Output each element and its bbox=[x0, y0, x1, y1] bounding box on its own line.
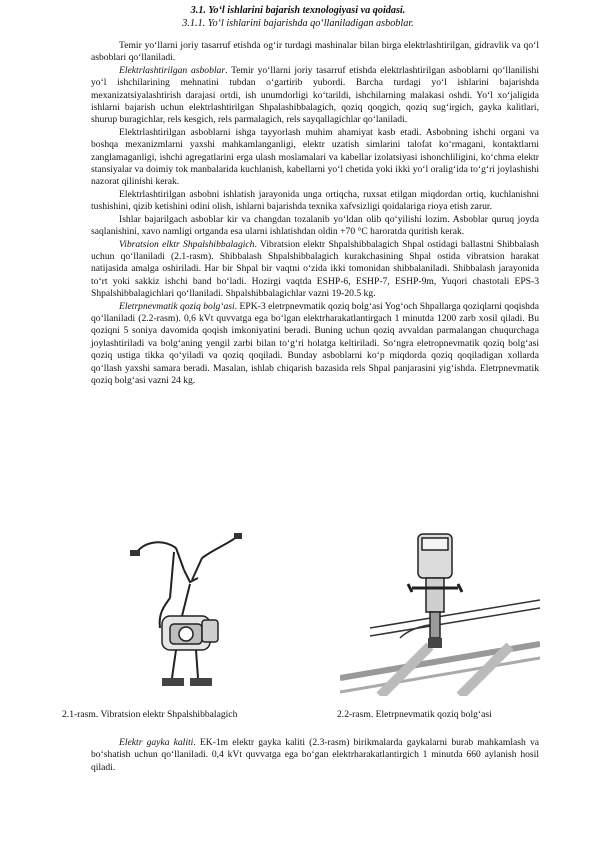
figure-caption-2-1: 2.1-rasm. Vibratsion elektr Shpalshibbalagich bbox=[62, 709, 238, 720]
body-text-continued bbox=[91, 737, 539, 774]
paragraph: Elektrlashtirilgan asbobni ishlatish jarayonida unga ortiqcha, ruxsat etilgan miqdordan ortiq, kuchlanishni tushishini, qizib ketishini odini olish, ishlarni bajarishda texnika xafvsizligi qoidalariga rioya etish zarur. bbox=[91, 188, 539, 213]
subsection-title: 3.1.1. Yo‘l ishlarini bajarishda qo‘llaniladigan asboblar. bbox=[182, 18, 414, 29]
paragraph: Elektrlashtirilgan asboblar. Temir yo‘llarni joriy tasarruf etishda elektrlashtirilgan asboblarni qo‘llanilishi yo‘l ishchilarining mehnatini tubdan o‘gartirib yubordi. Barcha turdagi yo‘l ishlarini bajarishda mexanizatsiyalashtirish darajasi ortdi, ish unumdorligi ko‘tarildi, ishchilarning malakasi oshdi. Yo‘l xo‘jaligida ishlarni bajarish uchun elektrlashtirilgan Shpalashibbalagich, qoziq qoqgich, qoziq sug‘irgich, gayka kalitlari, shurup buragichlar, rels kesgich, rels parmalagich, rels sayqallagichlar qo‘laniladi. bbox=[91, 64, 539, 126]
paragraph: Vibratsion elktr Shpalshibbalagich. Vibratsion elektr Shpalshibbalagich Shpal ostidagi ballastni Shibbalash uchun qo‘llaniladi (2.1-rasm). Shibbalash Shpalshibbalagich kurakchasining Shpal ostida vibratsion harakat natijasida amalga oshiriladi. Har bir Shpal bir vaqtni o‘zida ikki tomonidan shibbalaniladi. Shibbalash jarayonida to‘rt yoki sakkiz ishchi band bo‘ladi. Hozirgi vaqtda ESHP-6, ESHP-7, ESHP-9m, Yuqori chastotali EPS-3 Shpalshibbalagichlari qo‘llaniladi. Shpalshibbalagichlar vazni 19-20.5 kg. bbox=[91, 238, 539, 300]
body-text bbox=[91, 40, 539, 387]
spike-hammer-illustration bbox=[340, 528, 540, 696]
tamper-illustration bbox=[118, 528, 258, 696]
figure-caption-2-2: 2.2-rasm. Eletrpnevmatik qoziq bolg‘asi bbox=[337, 709, 492, 720]
paragraph: Elektr gayka kaliti. EK-1m elektr gayka kaliti (2.3-rasm) birikmalarda gaykalarni burab mahkamlash va bo‘shatish uchun qo‘llaniladi. 0,4 kVt quvvatga ega bo‘gan elektrharakatlantirgich 1 minutda 660 aylanish hosil qiladi. bbox=[91, 737, 539, 773]
paragraph: Ishlar bajarilgach asboblar kir va changdan tozalanib yo‘ldan olib qo‘yilishi lozim. Asboblar quruq joyda saqlanishini, xavo namligi ortganda esa ularni ishlatishdan oldin +70 °C haroratda quritish kerak. bbox=[91, 213, 539, 238]
paragraph: Eletrpnevmatik qoziq bolg‘asi. EPK-3 eletrpnevmatik qoziq bolg‘asi Yog‘och Shpallarga qoziqlarni qoqishda qo‘llaniladi (2.2-rasm). 0,6 kVt quvvatga ega bo‘lgan elektrharakatlantirgach 1 minutda 1200 zarb xosil qiladi. Bu qoziqni 5 soniya davomida qoqish imkoniyatini beradi. Buning uchun qoziq avvaldan parmalangan chuqurchaga joylashtiriladi va bolg‘aning yengil zarbi bilan to‘g‘ri holatga keltiriladi. So‘ngra eletropnevmatik qoziq bolg‘asi qoziq ustiga tikka qo‘yiladi va qoziq qoqiladi. Bunday asboblarni ko‘p miqdorda qoziq qoqiladigan xollarda qo‘llash yaxshi samara beradi. Masalan, ishlab chiqarish bazasida rels Shpal panjarasini yig‘ishda. Eletrpnevmatik qoziq bolg‘asi vazni 24 kg. bbox=[91, 300, 540, 386]
paragraph: Temir yo‘llarni joriy tasarruf etishda og‘ir turdagi mashinalar bilan birga elektrlashtirilgan, gidravlik va qo‘l asboblari qo‘llaniladi. bbox=[91, 40, 539, 64]
paragraph: Elektrlashtirilgan asboblarni ishga tayyorlash muhim ahamiyat kasb etadi. Asbobning ishchi organi va boshqa mexanizmlarni yaxshi mahkamlanganligi, elektr uzatish simlarini talofat ko‘rmagani, kontaktlarni zanglamaganligi, ishchi agregatlarini erga ulash moslamalari va kabellar izolatsiyasi ishonchliligini, ko‘chma elektr stansiyalar va doimiy tok manbalarida kuchlanish, kabellarni yo‘l chetida yoki ikki yo‘l oralig‘ida to‘g‘ri joylashishi nazorat qilinishi kerak. bbox=[91, 126, 539, 188]
section-title: 3.1. Yo‘l ishlarini bajarish texnologiyasi va qoidasi. bbox=[190, 5, 406, 16]
